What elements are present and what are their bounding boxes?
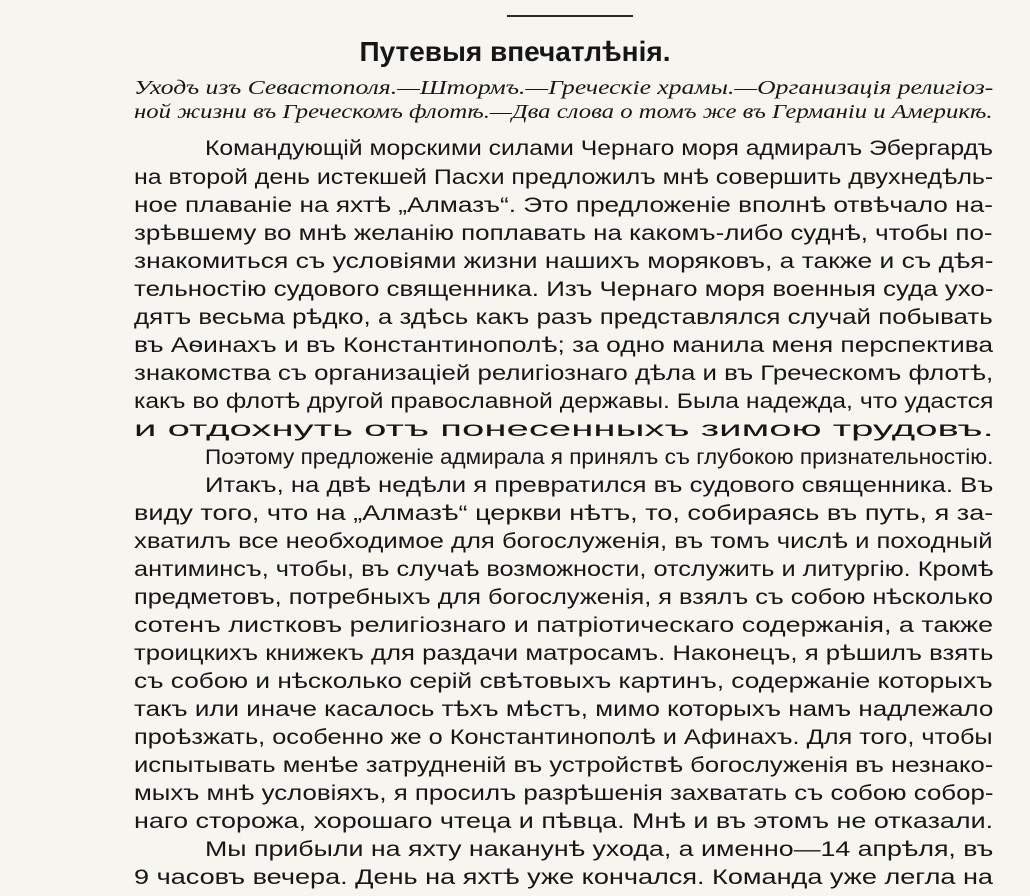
paragraph-line: Мы прибыли на яхту наканунѣ ухода, а именно—14 апрѣля, въ — [205, 837, 994, 861]
paragraph-line: испытывать менѣе затрудненій въ устройствѣ богослуженія въ незнако- — [134, 753, 994, 777]
paragraph-line: мыхъ мнѣ условіяхъ, я просилъ разрѣшенія захватать съ собою собор- — [134, 781, 994, 805]
paragraph-line: съ собою и нѣсколько серій свѣтовыхъ картинъ, содержаніе которыхъ — [134, 669, 993, 693]
paragraph-line: Поэтому предложеніе адмирала я принялъ съ глубокою признательностію. — [205, 445, 994, 469]
paragraph-line: знакомиться съ условіями жизни нашихъ моряковъ, а также и съ дѣя- — [134, 249, 994, 273]
summary-line: ной жизни въ Греческомъ флотѣ.—Два слова о томъ же въ Германіи и Америкѣ. — [134, 101, 993, 123]
paragraph-line: на второй день истекшей Пасхи предложилъ мнѣ совершить двухнедѣль- — [134, 165, 994, 189]
paragraph-line: сотенъ листковъ религіознаго и патріотическаго содержанія, а также — [134, 613, 994, 637]
paragraph-line: наго сторожа, хорошаго чтеца и пѣвца. Мнѣ и въ этомъ не отказали. — [134, 809, 994, 833]
summary-line: Уходъ изъ Севастополя.—Штормъ.—Греческіе храмы.—Организація религіоз- — [134, 77, 994, 99]
paragraph-line: 9 часовъ вечера. День на яхтѣ уже кончался. Команда уже легла на — [134, 865, 993, 889]
paragraph-line: такъ или иначе касалось тѣхъ мѣстъ, мимо которыхъ намъ надлежало — [134, 697, 994, 721]
paragraph-line: Командующій морскими силами Чернаго моря адмиралъ Эбергардъ — [205, 136, 993, 160]
separator-rule — [507, 15, 633, 17]
paragraph-line: хватилъ все необходимое для богослуженія, въ томъ числѣ и походный — [134, 529, 993, 553]
paragraph-line: проѣзжать, особенно же о Константинополѣ и Афинахъ. Для того, чтобы — [134, 725, 993, 749]
paragraph-line: предметовъ, потребныхъ для богослуженія, я взялъ съ собою нѣсколько — [134, 585, 993, 609]
paragraph-line: какъ во флотѣ другой православной державы. Была надежда, что удастся — [134, 389, 994, 413]
paragraph-line: ное плаваніе на яхтѣ „Алмазъ“. Это предложеніе вполнѣ отвѣчало на- — [134, 193, 993, 217]
paragraph-line: виду того, что на „Алмазѣ“ церкви нѣтъ, то, собираясь въ путь, я за- — [134, 501, 994, 525]
paragraph-line: въ Аѳинахъ и въ Константинополѣ; за одно манила меня перспектива — [134, 333, 994, 357]
paragraph-line: зрѣвшему во мнѣ желанію поплавать на какомъ-либо суднѣ, чтобы по- — [134, 221, 993, 245]
paragraph-line: знакомства съ организаціей религіознаго дѣла и въ Греческомъ флотѣ, — [134, 361, 994, 385]
paragraph-line: троицкихъ книжекъ для раздачи матросамъ. Наконецъ, я рѣшилъ взять — [134, 641, 994, 665]
paragraph-line: дятъ весьма рѣдко, а здѣсь какъ разъ представлялся случай побывать — [134, 305, 993, 329]
paragraph-line: и отдохнуть отъ понесенныхъ зимою трудовъ. — [134, 417, 994, 441]
paragraph-line: антиминсъ, чтобы, въ случаѣ возможности, отслужить и литургію. Кромѣ — [134, 557, 994, 581]
paragraph-line: тельностію судового священника. Изъ Чернаго моря военныя суда ухо- — [134, 277, 994, 301]
article-title: Путевыя впечатлѣнія. — [359, 36, 671, 67]
paragraph-line: Итакъ, на двѣ недѣли я превратился въ судового священника. Въ — [205, 473, 994, 497]
